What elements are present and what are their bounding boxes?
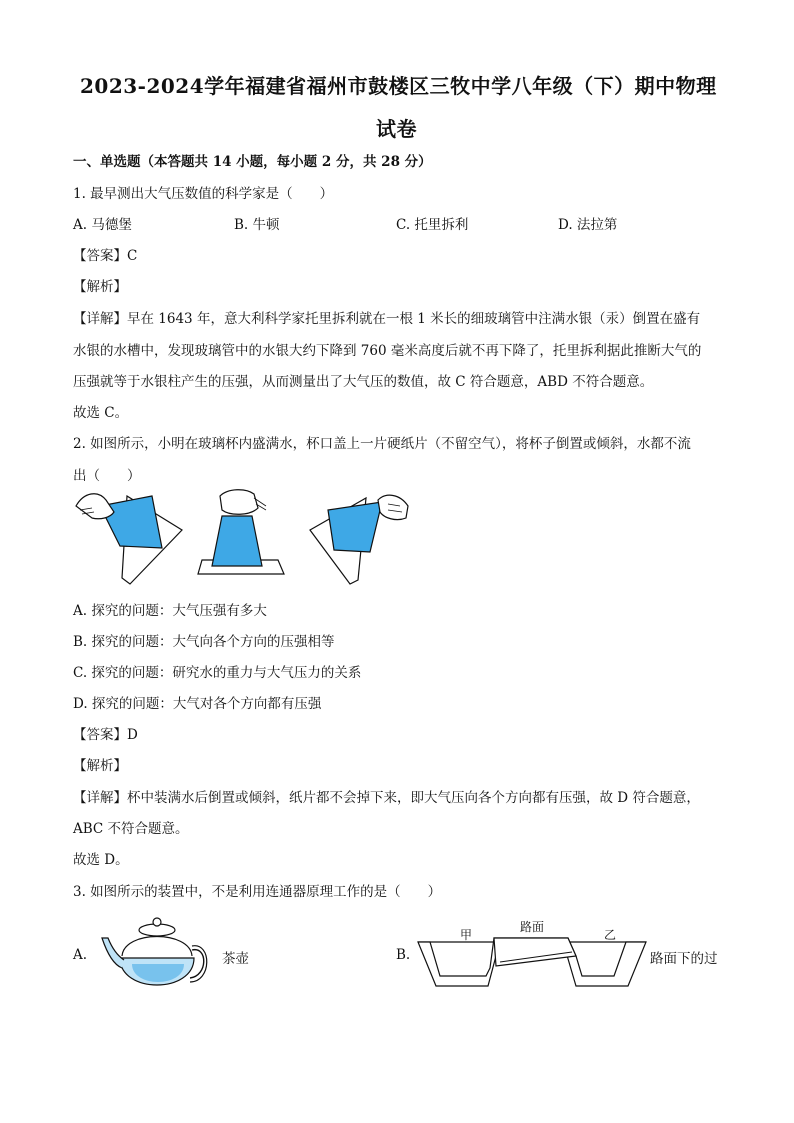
q1-option-c: C. 托里拆利	[396, 217, 469, 233]
page-title-continued: 试卷	[376, 117, 417, 141]
q1-detail-line-1: 【详解】早在 1643 年，意大利科学家托里拆利就在一根 1 米长的细玻璃管中注满水银（汞）倒置在盛有	[73, 311, 701, 327]
q1-option-d: D. 法拉第	[558, 217, 618, 233]
q2-conclusion: 故选 D。	[73, 852, 129, 868]
page-title: 2023-2024学年福建省福州市鼓楼区三牧中学八年级（下）期中物理	[80, 74, 717, 98]
diagram-label-left: 甲	[460, 928, 473, 942]
q3-option-a-label: 茶壶	[222, 951, 249, 967]
q2-detail-line-2: ABC 不符合题意。	[73, 821, 189, 837]
q1-option-a: A. 马德堡	[73, 217, 132, 233]
q1-answer: 【答案】C	[73, 248, 138, 264]
q1-detail-line-3: 压强就等于水银柱产生的压强，从而测量出了大气压的数值，故 C 符合题意，ABD 不符合题意。	[73, 374, 654, 390]
q2-option-a: A. 探究的问题：大气压强有多大	[73, 603, 267, 619]
q2-answer: 【答案】D	[73, 727, 138, 743]
tilted-glass-left	[76, 494, 182, 584]
diagram-label-right: 乙	[604, 928, 617, 942]
q2-option-d: D. 探究的问题：大气对各个方向都有压强	[73, 696, 322, 712]
q2-option-c: C. 探究的问题：研究水的重力与大气压力的关系	[73, 665, 362, 681]
section-heading: 一、单选题（本答题共 14 小题，每小题 2 分，共 28 分）	[73, 154, 432, 170]
q1-detail-line-2: 水银的水槽中，发现玻璃管中的水银大约下降到 760 毫米高度后就不再下降了，托里拆利据此推断大气的	[73, 343, 702, 359]
q1-analysis: 【解析】	[73, 279, 127, 295]
q2-glass-figure	[70, 488, 420, 588]
diagram-label-top: 路面	[520, 920, 545, 934]
question-1-stem: 1. 最早测出大气压数值的科学家是（ ）	[73, 186, 334, 202]
teapot-icon	[100, 916, 210, 1000]
q2-analysis: 【解析】	[73, 758, 127, 774]
question-2-stem-line-2: 出（ ）	[73, 468, 141, 484]
q3-option-a-letter: A.	[73, 947, 88, 963]
question-2-stem-line-1: 2. 如图所示，小明在玻璃杯内盛满水，杯口盖上一片硬纸片（不留空气），将杯子倒置或倾斜，水都不流	[73, 436, 691, 452]
q2-option-b: B. 探究的问题：大气向各个方向的压强相等	[73, 634, 335, 650]
q3-option-b-label: 路面下的过	[650, 951, 718, 967]
question-3-stem: 3. 如图所示的装置中，不是利用连通器原理工作的是（ ）	[73, 884, 442, 900]
inverted-glass-middle	[198, 490, 284, 574]
q1-option-b: B. 牛顿	[234, 217, 280, 233]
q1-conclusion: 故选 C。	[73, 405, 129, 421]
q2-detail-line-1: 【详解】杯中装满水后倒置或倾斜，纸片都不会掉下来，即大气压向各个方向都有压强，故 D 符合题意，	[73, 790, 700, 806]
q3-option-b-letter: B.	[396, 947, 411, 963]
tilted-glass-right	[310, 495, 408, 584]
